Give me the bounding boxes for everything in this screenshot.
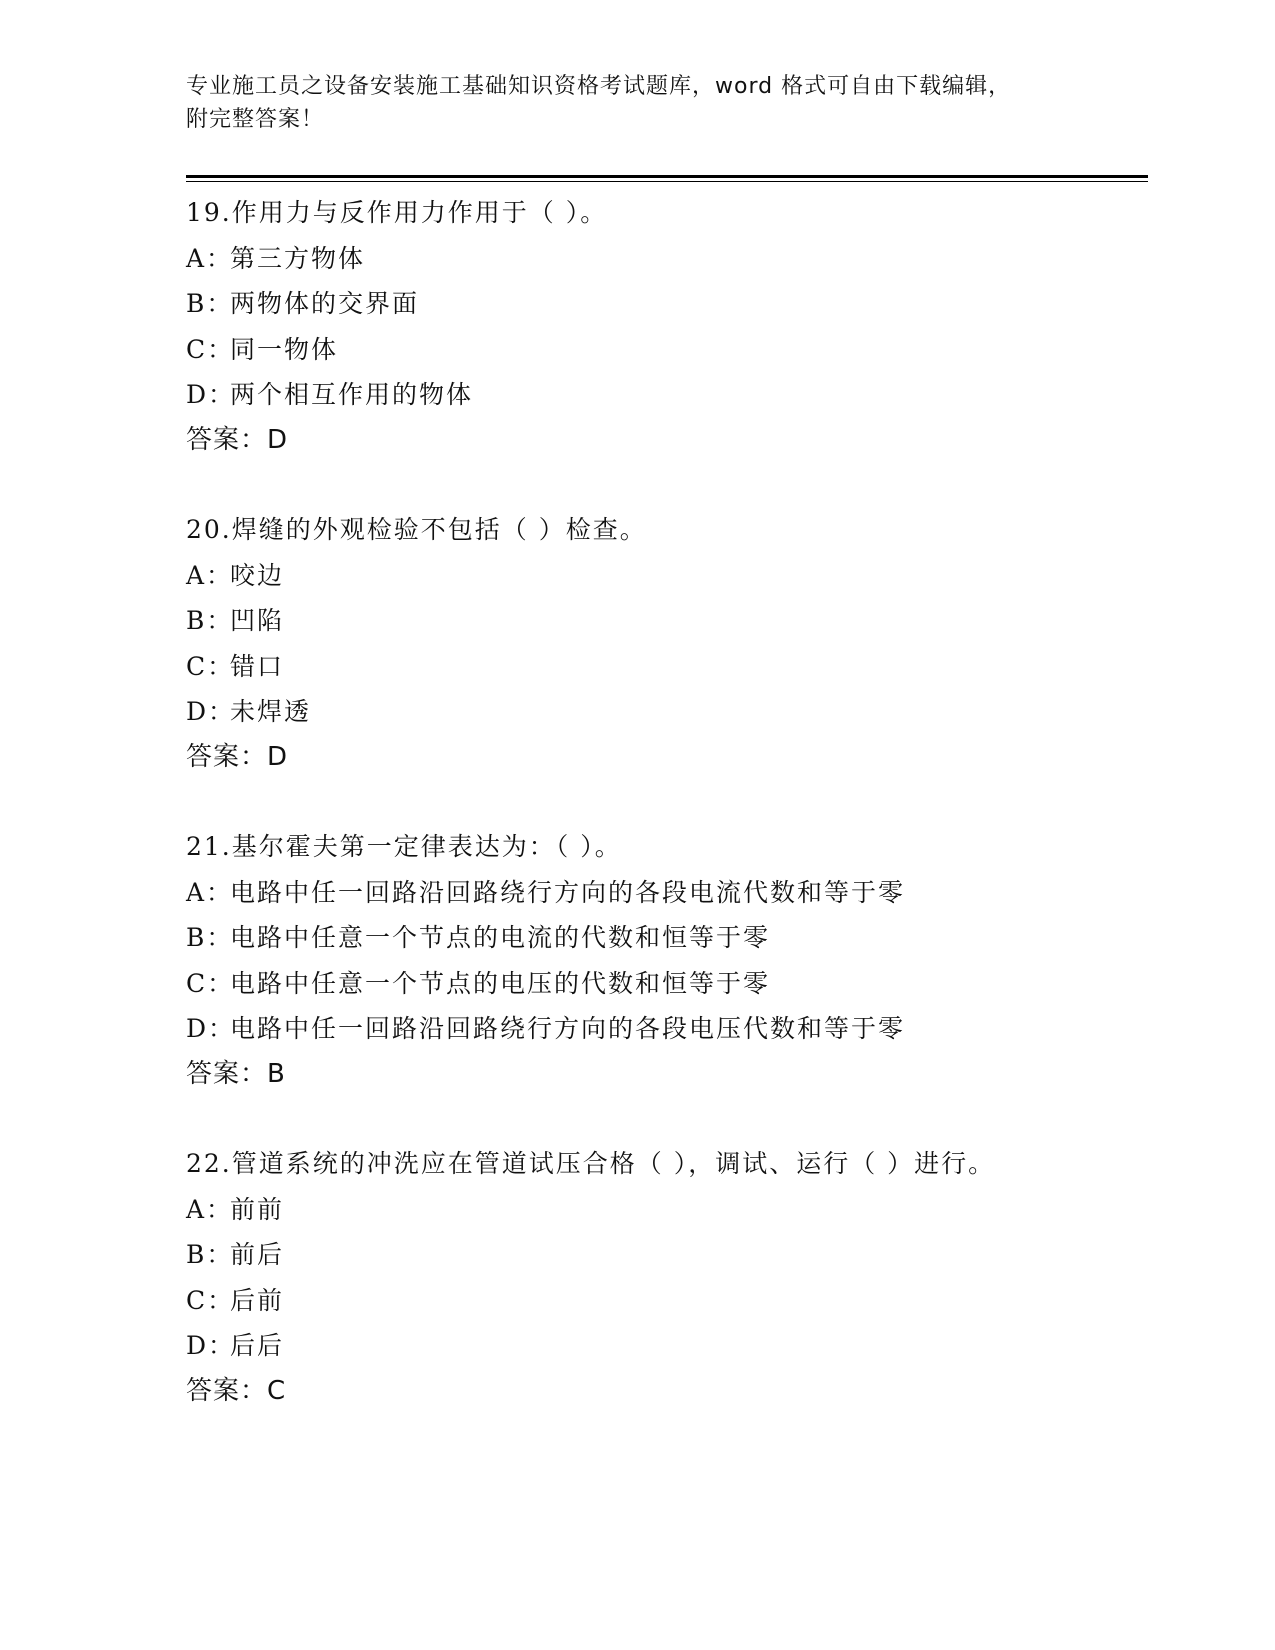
option-text: 后后 (230, 1331, 285, 1360)
option-key: A： (186, 243, 234, 273)
question-stem: 21.基尔霍夫第一定律表达为：（ ）。 (186, 832, 622, 861)
option-text: 后前 (230, 1285, 285, 1315)
option-a (186, 236, 1166, 282)
question-stem: 19.作用力与反作用力作用于（ ）。 (186, 198, 608, 227)
option-d (186, 372, 1166, 418)
option-c (186, 961, 1166, 1007)
answer: 答案：D (186, 741, 289, 772)
option-d (186, 1006, 1166, 1052)
option-key: D： (186, 1331, 236, 1360)
option-text: 两物体的交界面 (230, 289, 420, 318)
option-key: B： (186, 289, 234, 318)
question-list (186, 190, 1166, 1458)
option-text: 电路中任意一个节点的电压的代数和恒等于零 (230, 968, 771, 998)
answer: 答案：D (186, 424, 289, 455)
option-text: 第三方物体 (230, 243, 366, 273)
option-b (186, 598, 1166, 644)
option-text: 错口 (230, 651, 285, 681)
option-a (186, 870, 1166, 916)
option-b (186, 1232, 1166, 1278)
option-b (186, 281, 1166, 327)
option-key: D： (186, 697, 236, 726)
header-line-1: 专业施工员之设备安装施工基础知识资格考试题库，word 格式可自由下载编辑， (186, 74, 1012, 99)
option-c (186, 327, 1166, 373)
option-c (186, 644, 1166, 690)
question-stem: 22.管道系统的冲洗应在管道试压合格（ ），调试、运行（ ）进行。 (186, 1149, 996, 1178)
question-22 (186, 1141, 1166, 1414)
option-c (186, 1278, 1166, 1324)
option-key: B： (186, 1240, 234, 1269)
option-d (186, 689, 1166, 735)
option-a (186, 553, 1166, 599)
document-header (186, 70, 1086, 136)
question-19 (186, 190, 1166, 463)
option-key: D： (186, 1014, 236, 1043)
header-divider-thick (186, 175, 1148, 178)
answer: 答案：C (186, 1375, 287, 1406)
option-text: 同一物体 (230, 334, 339, 364)
option-key: C： (186, 1285, 235, 1315)
option-key: B： (186, 606, 234, 635)
option-key: D： (186, 380, 236, 409)
option-text: 电路中任意一个节点的电流的代数和恒等于零 (230, 923, 771, 952)
answer: 答案：B (186, 1058, 286, 1089)
option-text: 电路中任一回路沿回路绕行方向的各段电压代数和等于零 (230, 1014, 906, 1043)
option-text: 前后 (230, 1240, 285, 1269)
header-line-2: 附完整答案！ (186, 107, 325, 132)
question-20 (186, 507, 1166, 780)
option-a (186, 1187, 1166, 1233)
option-key: C： (186, 968, 235, 998)
option-text: 电路中任一回路沿回路绕行方向的各段电流代数和等于零 (230, 877, 906, 907)
option-text: 前前 (230, 1194, 285, 1224)
option-text: 凹陷 (230, 606, 285, 635)
option-key: A： (186, 1194, 234, 1224)
question-stem: 20.焊缝的外观检验不包括（ ）检查。 (186, 515, 647, 544)
option-key: B： (186, 923, 234, 952)
option-key: C： (186, 651, 235, 681)
option-key: A： (186, 877, 234, 907)
option-d (186, 1323, 1166, 1369)
option-b (186, 915, 1166, 961)
header-divider-thin (186, 181, 1148, 182)
option-text: 两个相互作用的物体 (230, 380, 474, 409)
question-21 (186, 824, 1166, 1097)
option-key: C： (186, 334, 235, 364)
option-text: 咬边 (230, 560, 285, 590)
option-text: 未焊透 (230, 697, 312, 726)
option-key: A： (186, 560, 234, 590)
